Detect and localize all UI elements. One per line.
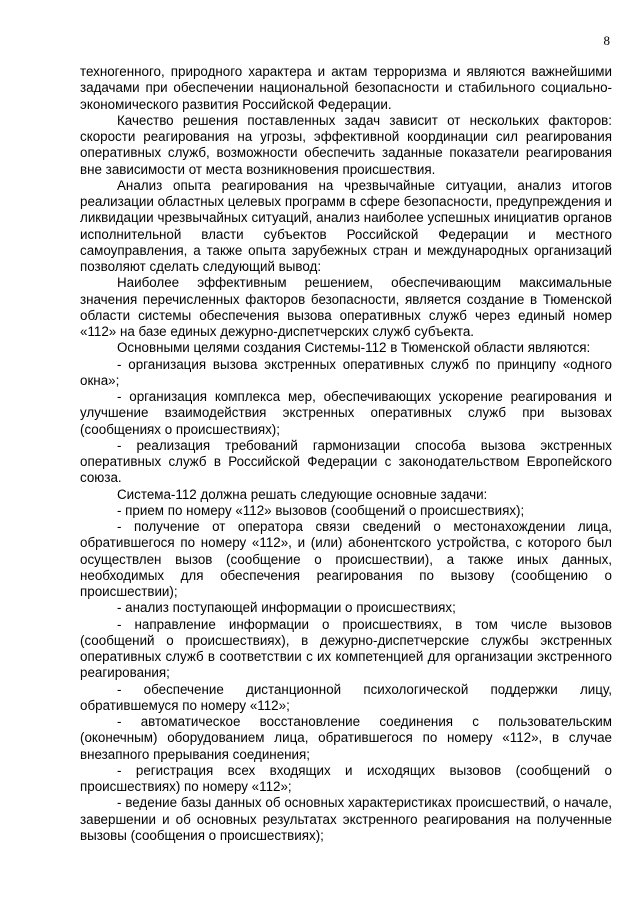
list-item-task: - обеспечение дистанционной психологической поддержки лицу, обратившемуся по номеру «112»; [80, 681, 612, 713]
paragraph-continuation: техногенного, природного характера и актам терроризма и являются важнейшими задачами при обеспечении национальной безопасности и стабильного социально-экономического развития Российской Федерации. [80, 64, 612, 112]
list-item-task: - прием по номеру «112» вызовов (сообщений о происшествиях); [117, 502, 525, 518]
paragraph-quality-factors: Качество решения поставленных задач зависит от нескольких факторов: скорости реагирования на угрозы, эффективной координации сил реагирования оперативных служб, возможности обеспечить заданные показатели реагирования вне зависимости от места возникновения происшествия. [80, 112, 612, 177]
paragraph-goals-intro: Основными целями создания Системы-112 в Тюменской области являются: [117, 340, 591, 356]
document-body [80, 64, 612, 844]
list-item-task: - автоматическое восстановление соединения с пользовательским (оконечным) оборудованием лица, обратившегося по номеру «112», в случае внезапного прерывания соединения; [80, 714, 612, 762]
list-item-task: - ведение базы данных об основных характеристиках происшествий, о начале, завершении и об основных результатах экстренного реагирования на полученные вызовы (сообщения о происшествиях); [80, 795, 612, 843]
list-item-task: - регистрация всех входящих и исходящих вызовов (сообщений о происшествиях) по номеру «112»; [80, 762, 612, 794]
page-number: 8 [603, 33, 610, 48]
list-item-goal: - организация комплекса мер, обеспечивающих ускорение реагирования и улучшение взаимодействия экстренных оперативных служб при вызовах (сообщениях о происшествиях); [80, 389, 612, 437]
paragraph-tasks-intro: Система-112 должна решать следующие основные задачи: [117, 486, 488, 502]
paragraph-experience-analysis: Анализ опыта реагирования на чрезвычайные ситуации, анализ итогов реализации областных целевых программ в сфере безопасности, предупреждения и ликвидации чрезвычайных ситуаций, анализ наиболее успешных инициатив органов исполнительной власти субъектов Российской Федерации и местного самоуправления, а также опыта зарубежных стран и международных организаций позволяют сделать следующий вывод: [80, 177, 612, 274]
list-item-goal: - организация вызова экстренных оперативных служб по принципу «одного окна»; [80, 356, 612, 388]
list-item-goal: - реализация требований гармонизации способа вызова экстренных оперативных служб в Российской Федерации с законодательством Европейского союза. [80, 437, 612, 486]
paragraph-effective-solution: Наиболее эффективным решением, обеспечивающим максимальные значения перечисленных факторов безопасности, является создание в Тюменской области системы обеспечения вызова оперативных служб через единый номер «112» на базе единых дежурно-диспетчерских служб субъекта. [80, 275, 612, 339]
list-item-task: - анализ поступающей информации о происшествиях; [117, 600, 456, 616]
list-item-task: - направление информации о происшествиях, в том числе вызовов (сообщений о происшествиях), в дежурно-диспетчерские службы экстренных оперативных служб в соответствии с их компетенцией для организации экстренного реагирования; [80, 616, 612, 681]
list-item-task: - получение от оператора связи сведений о местонахождении лица, обратившегося по номеру «112», и (или) абонентского устройства, с которого был осуществлен вызов (сообщение о происшествии), а также иных данных, необходимых для обеспечения реагирования по вызову (сообщению о происшествии); [80, 519, 612, 599]
